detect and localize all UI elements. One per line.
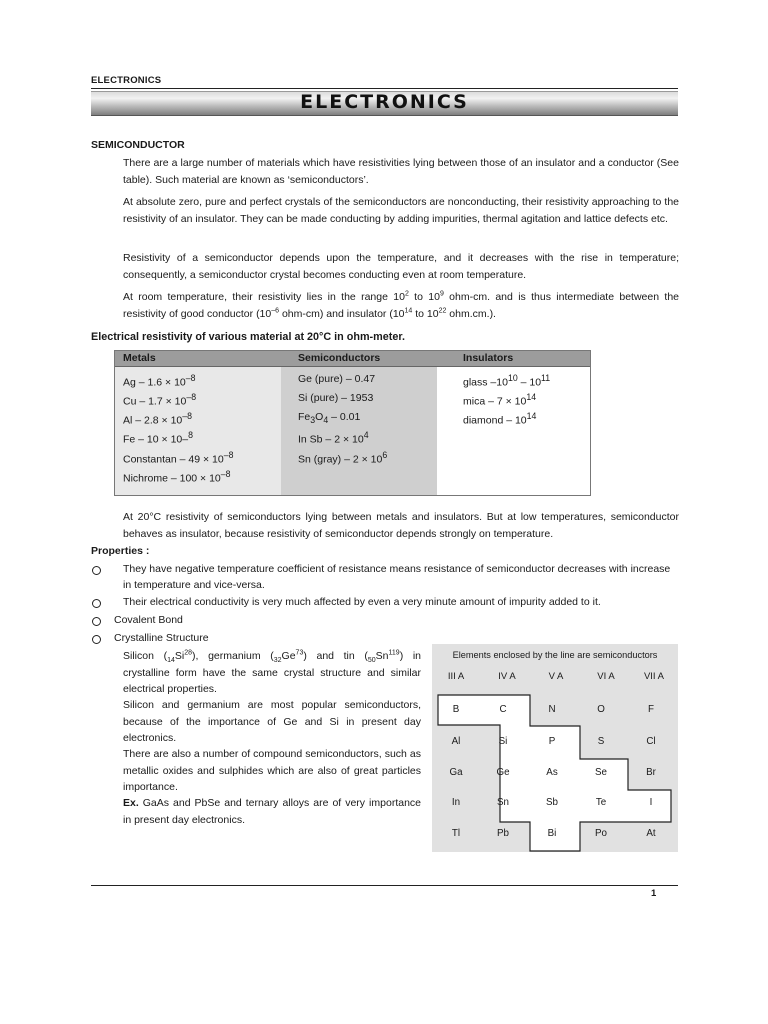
- element-cell: Po: [595, 828, 607, 839]
- element-cell: B: [452, 704, 460, 715]
- table-cell: mica – $7 \times 10^{14}$: [463, 392, 537, 408]
- element-cell: Pb: [497, 828, 509, 839]
- table-cell: $Ag - 1.6 \times 10^{-8}$: [123, 373, 196, 389]
- table-cell: $Cu - 1.7 \times 10^{-8}$: [123, 392, 197, 408]
- table-cell: Fe – 10 × 10–$^8$: [123, 430, 193, 446]
- element-cell: Tl: [451, 828, 461, 839]
- element-cell: In: [451, 797, 461, 808]
- element-cell: S: [597, 736, 605, 747]
- paragraph-temperature: Resistivity of a semiconductor depends upon the temperature, and it decreases with the rise in temperature; consequently, a semiconductor crystal becomes conducting even at room temperature.: [123, 252, 679, 281]
- group-label: III A: [447, 671, 465, 682]
- table-cell: Si (pure) – 1953: [298, 392, 374, 404]
- property-item: Their electrical conductivity is very much affected by even a very minute amount of impurity added to it.: [123, 596, 601, 608]
- semiconductors-column: [281, 367, 438, 495]
- paragraph-intro: There are a large number of materials which have resistivities lying between those of an insulator and a conductor (See table). Such material are known as ‘semiconductors’.: [123, 157, 679, 186]
- metals-column: [115, 367, 282, 495]
- insulators-column: [437, 367, 590, 495]
- property-item: They have negative temperature coefficient of resistance means resistance of semiconductor decreases with increase in temperature and vice-versa.: [123, 563, 671, 591]
- paragraph-room-temperature: At room temperature, their resistivity lies in the range $10^2$ to $10^9$ ohm-cm. and is thus intermediate between the resistivity of good conductor ($10^{-6}$ ohm-cm) and insulator ($10^{14}$ to $10^{22}$ ohm.cm.).: [123, 290, 679, 320]
- table-cell: glass $-10^{10} - 10^{11}$: [463, 373, 551, 389]
- group-label: IV A: [498, 671, 516, 682]
- crystal-paragraph: Silicon and germanium are most popular semiconductors, because of the importance of Ge and Si in present day electronics.: [123, 699, 421, 744]
- element-cell: O: [597, 704, 605, 715]
- periodic-table-caption: Elements enclosed by the line are semiconductors: [452, 650, 658, 660]
- table-cell: Ge (pure) – 0.47: [298, 373, 376, 385]
- crystal-paragraph: Silicon $(_{14}Si^{28})$, germanium $(_{32}Ge^{73})$ and tin $(_{50}Sn^{119})$ in crystalline form have the same crystal structure and similar electrical properties.: [123, 649, 421, 695]
- group-label: VII A: [643, 671, 665, 682]
- element-cell: Si: [498, 736, 508, 747]
- table-cell: Constantan – $49 \times 10^{-8}$: [123, 450, 234, 466]
- footer-rule: [91, 885, 678, 886]
- element-cell: Sb: [546, 797, 558, 808]
- table-cell: Nichrome – $100 \times 10^{-8}$: [123, 469, 231, 485]
- bullet-circle-icon: [92, 566, 101, 575]
- element-cell: As: [546, 767, 558, 778]
- bullet-circle-icon: [92, 599, 101, 608]
- table-cell: Sn (gray) – $2 \times 10^6$: [298, 450, 388, 466]
- table-header-semiconductors: Semiconductors: [298, 352, 381, 364]
- element-cell: Bi: [547, 828, 557, 839]
- group-label: VI A: [597, 671, 615, 682]
- section-heading-semiconductor: SEMICONDUCTOR: [91, 139, 185, 151]
- property-item: Covalent Bond: [114, 614, 183, 626]
- header-rule: [91, 88, 678, 89]
- element-cell: Ga: [449, 767, 463, 778]
- table-header-insulators: Insulators: [463, 352, 514, 364]
- paragraph-after-table: At 20°C resistivity of semiconductors lying between metals and insulators. But at low temperatures, semiconductor behaves as insulator, because resistivity of semiconductor depends strongly on temperature.: [123, 511, 679, 540]
- resistivity-table: [114, 350, 591, 496]
- properties-heading: Properties :: [91, 545, 150, 557]
- element-cell: I: [649, 797, 653, 808]
- table-cell: $Al - 2.8 \times 10^{-8}$: [123, 411, 192, 427]
- element-cell: Se: [595, 767, 607, 778]
- table-cell: diamond – $10^{14}$: [463, 411, 537, 427]
- table-caption: Electrical resistivity of various material at 20°C in ohm-meter.: [91, 331, 405, 343]
- property-item: Crystalline Structure: [114, 632, 209, 644]
- element-cell: P: [548, 736, 556, 747]
- table-cell: In $Sb - 2 \times 10^4$: [298, 430, 369, 446]
- element-cell: Sn: [497, 797, 509, 808]
- element-cell: Ge: [496, 767, 510, 778]
- page-number: 1: [651, 888, 657, 899]
- element-cell: At: [646, 828, 656, 839]
- bullet-circle-icon: [92, 635, 101, 644]
- crystal-paragraph: There are also a number of compound semiconductors, such as metallic oxides and sulphides which are also of great particles importance.: [123, 748, 421, 793]
- element-cell: Cl: [646, 736, 656, 747]
- periodic-table-excerpt: [432, 644, 678, 852]
- table-cell: $Fe_3O_4 - 0.01$: [298, 411, 361, 426]
- element-cell: C: [499, 704, 507, 715]
- table-header-metals: Metals: [123, 352, 156, 364]
- group-label: V A: [548, 671, 564, 682]
- element-cell: Te: [595, 797, 607, 808]
- element-cell: N: [548, 704, 556, 715]
- element-cell: Br: [646, 767, 656, 778]
- bullet-circle-icon: [92, 617, 101, 626]
- element-cell: F: [648, 704, 654, 715]
- crystal-example: Ex. GaAs and PbSe and ternary alloys are of very importance in present day electronics.: [123, 797, 421, 826]
- paragraph-absolute-zero: At absolute zero, pure and perfect crystals of the semiconductors are nonconducting, their resistivity approaching to the resistivity of an insulator. They can be made conducting by adding impurities, thermal agitation and lattice defects etc.: [123, 196, 679, 225]
- page-title: ELECTRONICS: [300, 91, 469, 113]
- element-cell: Al: [451, 736, 461, 747]
- running-head: ELECTRONICS: [91, 75, 162, 86]
